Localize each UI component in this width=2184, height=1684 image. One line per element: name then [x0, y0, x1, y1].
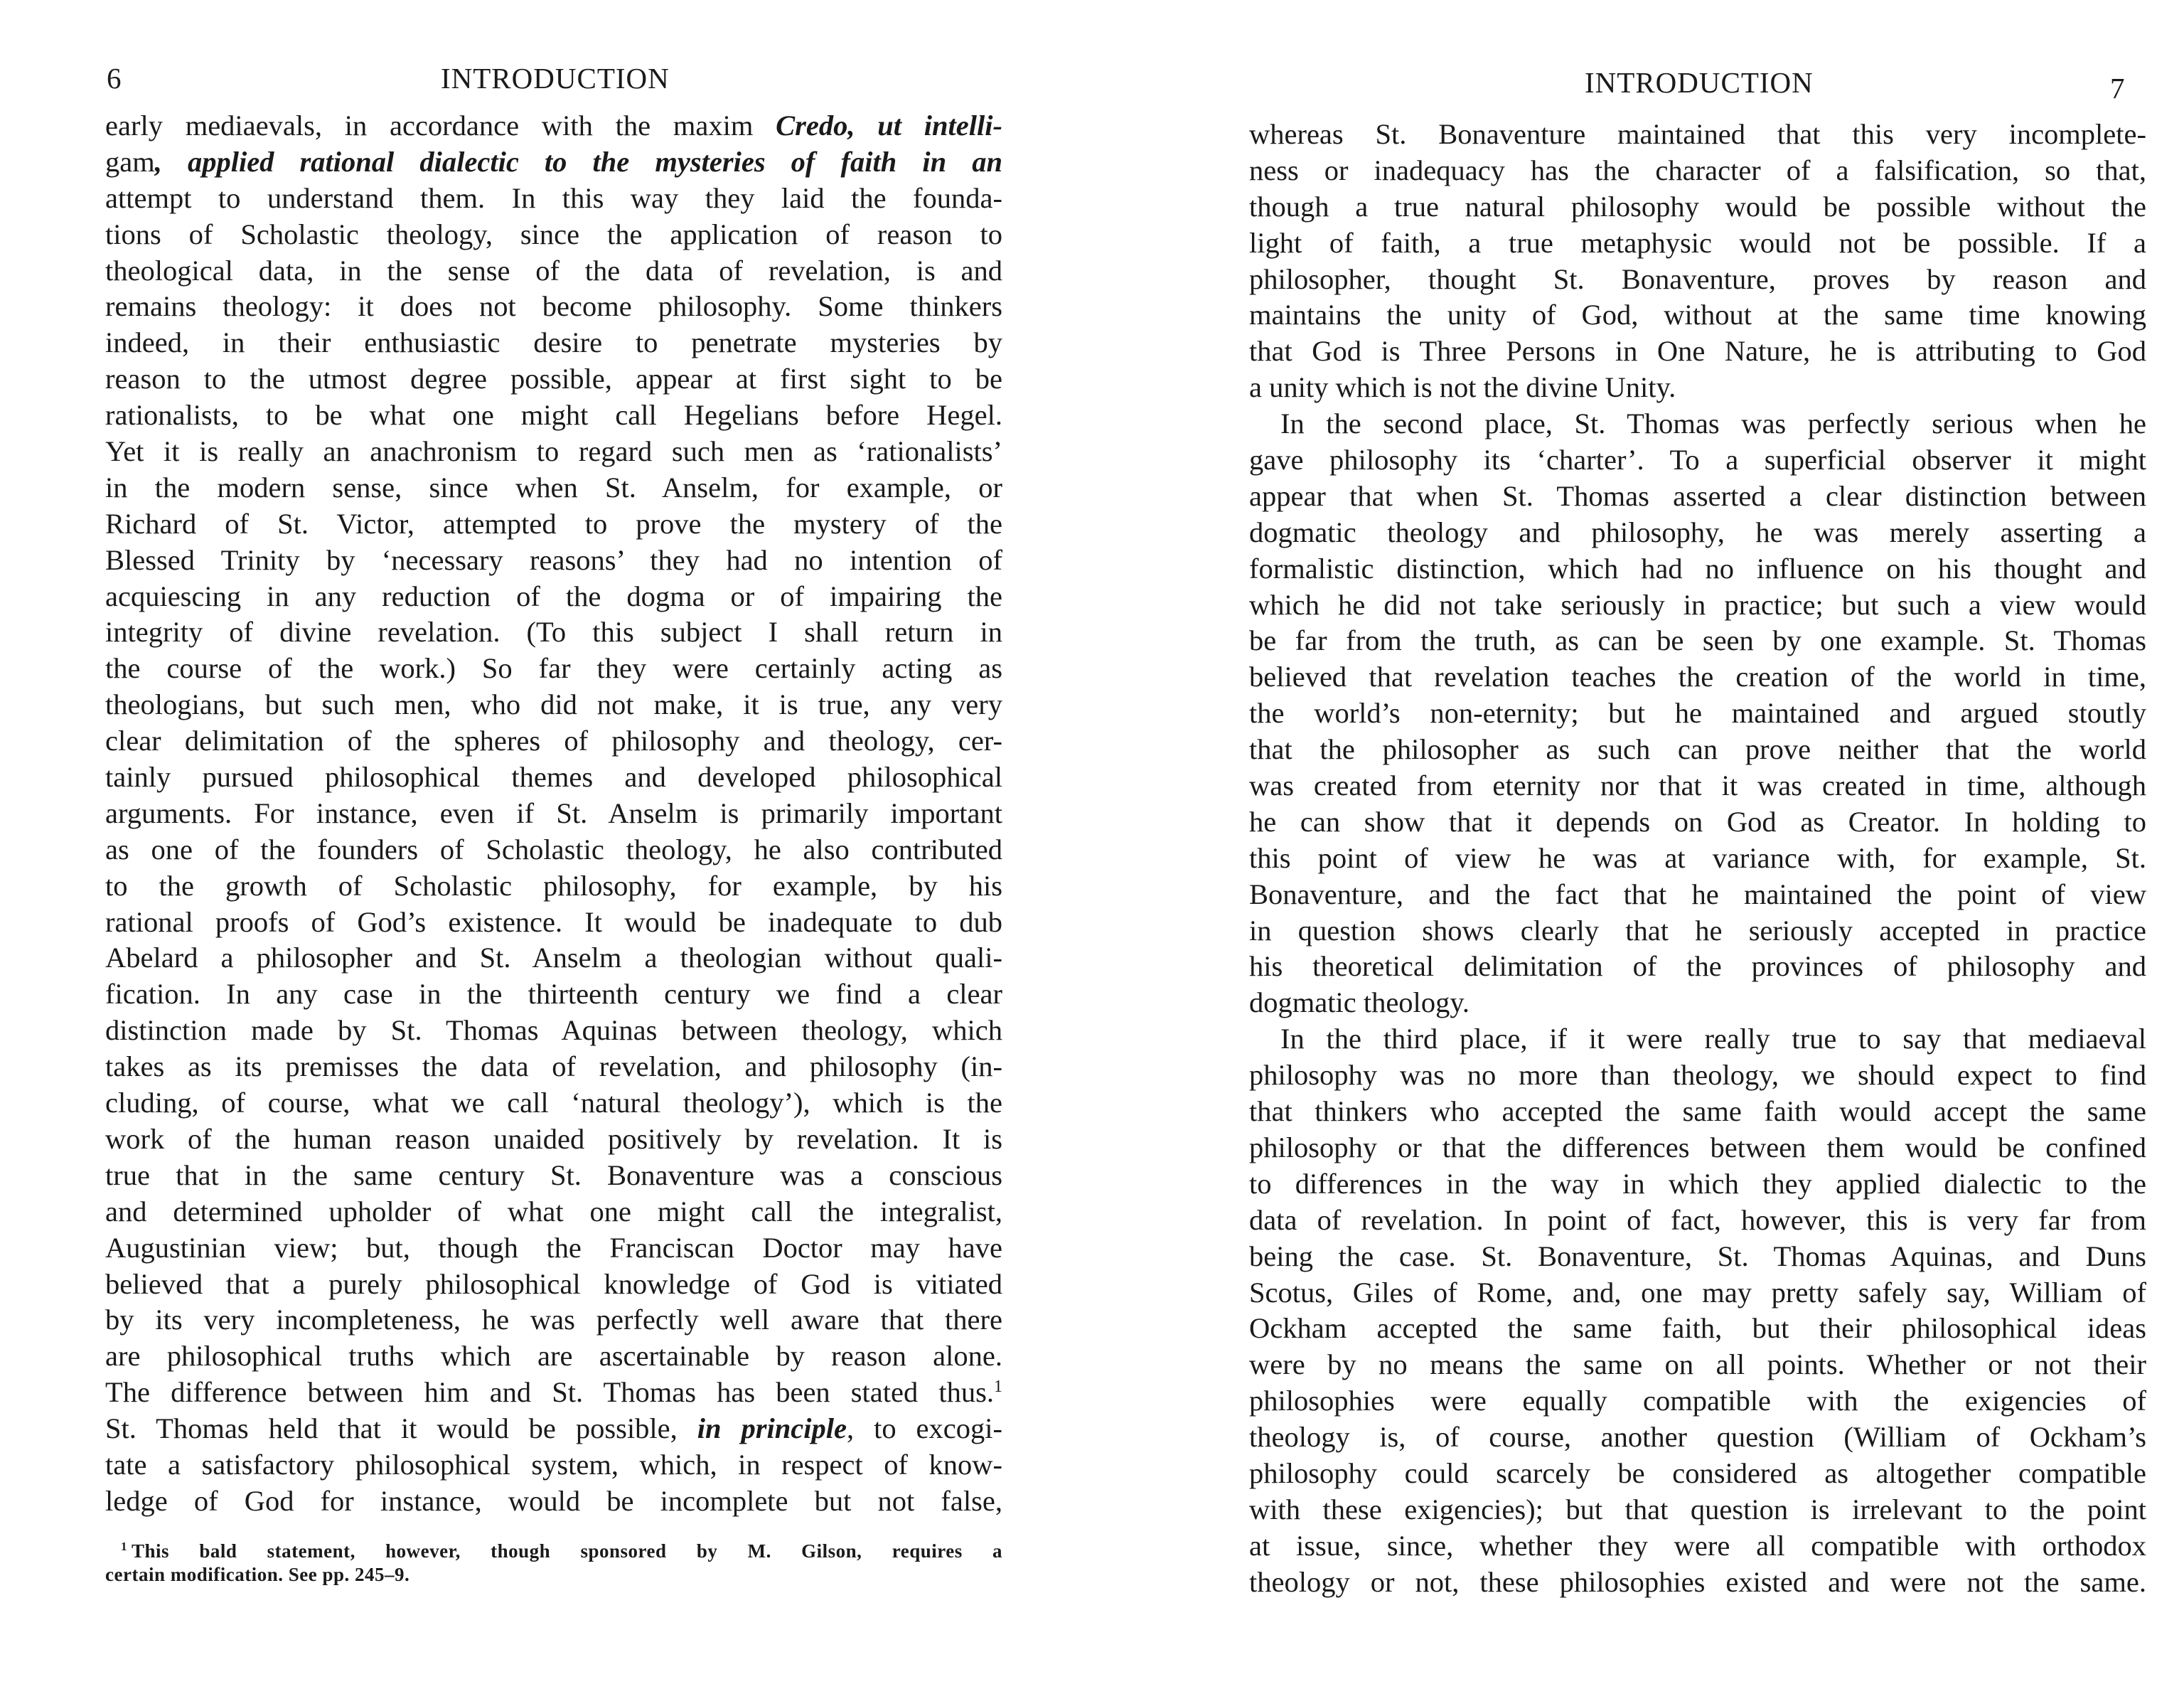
text-line: are philosophical truths which are ascertainable by reason alone.: [105, 1340, 1002, 1373]
running-head: INTRODUCTION: [441, 62, 670, 95]
text-line: indeed, in their enthusiastic desire to penetrate mysteries by: [105, 326, 1002, 359]
text-line: being the case. St. Bonaventure, St. Thomas Aquinas, and Duns: [1249, 1240, 2146, 1272]
right-page: [1092, 0, 2184, 1684]
text-line: though a true natural philosophy would be possible without the: [1249, 190, 2146, 223]
text-line: clear delimitation of the spheres of philosophy and theology, cer-: [105, 725, 1002, 757]
text-line: cluding, of course, what we call ‘natural theology’), which is the: [105, 1087, 1002, 1119]
text-line: that God is Three Persons in One Nature, he is attributing to God: [1249, 335, 2146, 368]
footnote-marker: 1: [121, 1540, 127, 1553]
emphasis: , applied rational dialectic to the mysteries of faith in an: [154, 145, 1002, 178]
text-line: Scotus, Giles of Rome, and, one may pretty safely say, William of: [1249, 1276, 2146, 1309]
text-line: Richard of St. Victor, attempted to prove the mystery of the: [105, 507, 1002, 540]
text-line: tions of Scholastic theology, since the application of reason to: [105, 218, 1002, 250]
text-line: to the growth of Scholastic philosophy, for example, by his: [105, 869, 1002, 902]
body-text: [105, 108, 1002, 1520]
text-line: In the third place, if it were really true to say that mediaeval: [1280, 1023, 2146, 1055]
text-line: $^1$ This bald statement, however, though sponsored by M. Gilson, requires a: [121, 1540, 1002, 1562]
text-line: philosophy could scarcely be considered as altogether compatible: [1249, 1456, 2146, 1489]
text-line: tainly pursued philosophical themes and developed philosophical: [105, 761, 1002, 794]
text-line: theologians, but such men, who did not make, it is true, any very: [105, 688, 1002, 721]
text-line: acquiescing in any reduction of the dogma or of impairing the: [105, 580, 1002, 612]
body-text: [1249, 117, 2146, 1601]
text-line: Blessed Trinity by ‘necessary reasons’ they had no intention of: [105, 543, 1002, 576]
text-line: arguments. For instance, even if St. Anselm is primarily important: [105, 796, 1002, 829]
text-line: Ockham accepted the same faith, but their philosophical ideas: [1249, 1312, 2146, 1345]
text-line: appear that when St. Thomas asserted a clear distinction between: [1249, 479, 2146, 512]
text-line: integrity of divine revelation. (To this subject I shall return in: [105, 616, 1002, 649]
text-line: philosopher, thought St. Bonaventure, proves by reason and: [1249, 262, 2146, 295]
text-line: In the second place, St. Thomas was perfectly serious when he: [1280, 407, 2146, 440]
text-line: be far from the truth, as can be seen by one example. St. Thomas: [1249, 624, 2146, 657]
text-line: St. Thomas held that it would be possible, in principle, to excogi-: [105, 1412, 1002, 1445]
text-line: light of faith, a true metaphysic would not be possible. If a: [1249, 226, 2146, 259]
text-line: in question shows clearly that he seriously accepted in practice: [1249, 914, 2146, 947]
text-line: believed that a purely philosophical knowledge of God is vitiated: [105, 1267, 1002, 1300]
text-line: philosophy was no more than theology, we should expect to find: [1249, 1059, 2146, 1092]
text-line: theology is, of course, another question (William of Ockham’s: [1249, 1421, 2146, 1454]
text-line: formalistic distinction, which had no influence on his thought and: [1249, 552, 2146, 585]
text-line: fication. In any case in the thirteenth century we find a clear: [105, 978, 1002, 1011]
text-line: rational proofs of God’s existence. It would be inadequate to dub: [105, 905, 1002, 938]
text-line: attempt to understand them. In this way they laid the founda-: [105, 181, 1002, 214]
text-line: was created from eternity nor that it was created in time, although: [1249, 769, 2146, 802]
text-line: the world’s non-eternity; but he maintained and argued stoutly: [1249, 697, 2146, 730]
text-line: distinction made by St. Thomas Aquinas between theology, which: [105, 1014, 1002, 1047]
page-number: 7: [2110, 72, 2125, 105]
text-line: rationalists, to be what one might call Hegelians before Hegel.: [105, 399, 1002, 432]
text-line: as one of the founders of Scholastic theology, he also contributed: [105, 833, 1002, 865]
text-line: gam, applied rational dialectic to the mysteries of faith in an: [105, 145, 1002, 178]
text-line: by its very incompleteness, he was perfectly well aware that there: [105, 1304, 1002, 1336]
text-line: gave philosophy its ‘charter’. To a superficial observer it might: [1249, 444, 2146, 476]
text-line: The difference between him and St. Thomas has been stated thus.$^1$: [105, 1376, 1002, 1409]
text-line: theological data, in the sense of the data of revelation, is and: [105, 254, 1002, 287]
text-line: believed that revelation teaches the creation of the world in time,: [1249, 661, 2146, 693]
running-head: INTRODUCTION: [1585, 66, 1814, 99]
text-line: Yet it is really an anachronism to regard such men as ‘rationalists’: [105, 435, 1002, 468]
text-line: which he did not take seriously in practice; but such a view would: [1249, 588, 2146, 621]
text-line: certain modification. See pp. 245–9.: [105, 1564, 410, 1585]
text-line: dogmatic theology.: [1249, 986, 1470, 1019]
text-line: Abelard a philosopher and St. Anselm a theologian without quali-: [105, 942, 1002, 974]
text-line: takes as its premisses the data of revelation, and philosophy (in-: [105, 1050, 1002, 1083]
text-line: he can show that it depends on God as Creator. In holding to: [1249, 805, 2146, 838]
text-line: theology or not, these philosophies existed and were not the same.: [1249, 1565, 2146, 1598]
text-line: early mediaevals, in accordance with the maxim Credo, ut intelli-: [105, 110, 1003, 142]
text-line: that thinkers who accepted the same faith would accept the same: [1249, 1095, 2146, 1128]
text-line: were by no means the same on all points. Whether or not their: [1249, 1348, 2146, 1381]
text-line: data of revelation. In point of fact, however, this is very far from: [1249, 1203, 2146, 1236]
text-line: Bonaventure, and the fact that he maintained the point of view: [1249, 878, 2146, 910]
text-line: his theoretical delimitation of the provinces of philosophy and: [1249, 950, 2146, 983]
page-number: 6: [107, 62, 122, 95]
text-line: dogmatic theology and philosophy, he was merely asserting a: [1249, 516, 2146, 548]
text-line: the course of the work.) So far they were certainly acting as: [105, 652, 1002, 685]
text-line: with these exigencies); but that question is irrelevant to the point: [1249, 1493, 2146, 1525]
text-line: remains theology: it does not become philosophy. Some thinkers: [105, 290, 1002, 323]
text-line: ledge of God for instance, would be incomplete but not false,: [105, 1484, 1002, 1517]
text-line: maintains the unity of God, without at the same time knowing: [1249, 299, 2146, 331]
text-line: philosophies were equally compatible with the exigencies of: [1249, 1385, 2146, 1417]
emphasis: Credo, ut intelli-: [776, 110, 1003, 142]
text-line: tate a satisfactory philosophical system, which, in respect of know-: [105, 1448, 1002, 1481]
text-line: reason to the utmost degree possible, appear at first sight to be: [105, 363, 1002, 395]
text-line: ness or inadequacy has the character of a falsification, so that,: [1249, 154, 2146, 186]
text-line: that the philosopher as such can prove neither that the world: [1249, 733, 2146, 766]
text-line: Augustinian view; but, though the Franciscan Doctor may have: [105, 1231, 1002, 1264]
emphasis: in principle: [697, 1412, 847, 1445]
text-line: true that in the same century St. Bonaventure was a conscious: [105, 1158, 1002, 1191]
text-line: whereas St. Bonaventure maintained that this very incomplete-: [1249, 118, 2146, 150]
text-line: to differences in the way in which they applied dialectic to the: [1249, 1167, 2146, 1200]
text-line: in the modern sense, since when St. Anselm, for example, or: [105, 471, 1002, 503]
text-line: a unity which is not the divine Unity.: [1249, 371, 1676, 404]
footnote: [105, 1540, 1002, 1587]
text-line: work of the human reason unaided positively by revelation. It is: [105, 1122, 1002, 1155]
footnote-marker: 1: [994, 1377, 1002, 1397]
text-line: and determined upholder of what one might call the integralist,: [105, 1195, 1002, 1227]
text-line: philosophy or that the differences between them would be confined: [1249, 1131, 2146, 1163]
text-line: at issue, since, whether they were all compatible with orthodox: [1249, 1529, 2146, 1562]
text-line: this point of view he was at variance with, for example, St.: [1249, 841, 2146, 874]
